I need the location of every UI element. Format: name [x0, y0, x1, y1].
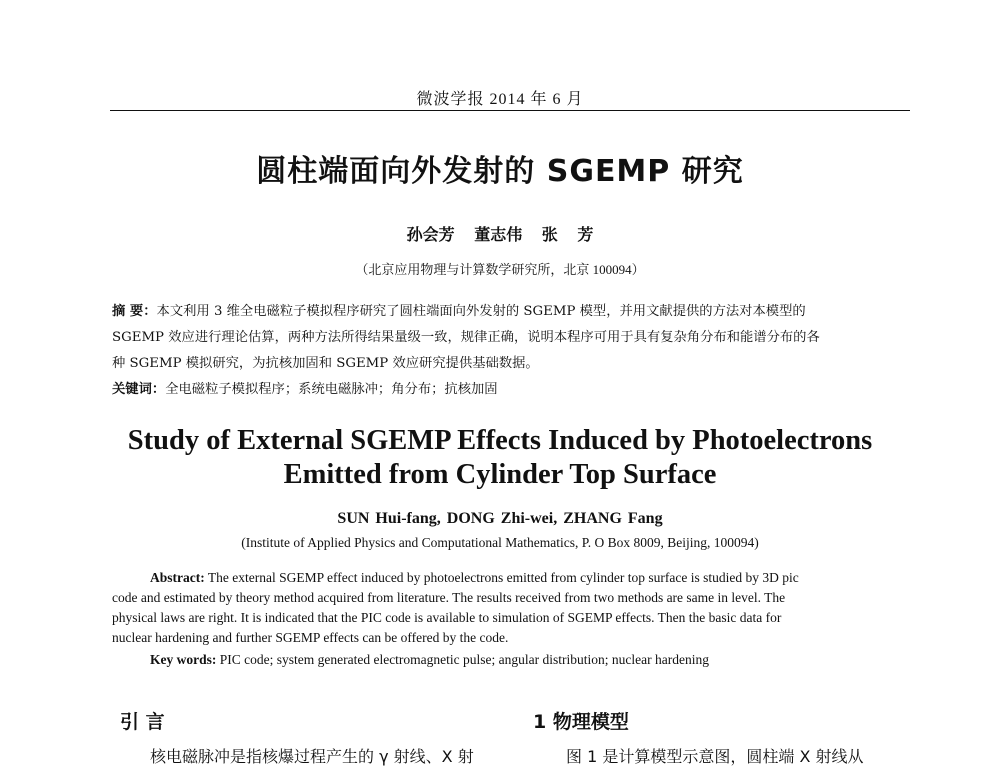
- abstract-en-label: Abstract:: [150, 570, 205, 585]
- authors-cn: 孙会芳 董志伟 张 芳: [406, 225, 594, 244]
- authors-en: SUN Hui-fang, DONG Zhi-wei, ZHANG Fang: [337, 510, 663, 527]
- keywords-en: [150, 652, 709, 668]
- abstract-en-line: [150, 570, 799, 586]
- title-en-line: Emitted from Cylinder Top Surface: [283, 459, 717, 490]
- section-heading-intro: 引 言: [120, 711, 165, 733]
- abstract-en-line: physical laws are right. It is indicated that the PIC code is available to simulation of SGEMP effects. Then the basic data for: [112, 610, 782, 625]
- section-heading-model: 1 物理模型: [533, 711, 629, 733]
- abstract-cn-line: [112, 300, 806, 319]
- abstract-en-text: The external SGEMP effect induced by photoelectrons emitted from cylinder top surface is studied by 3D pic: [207, 570, 799, 585]
- abstract-cn-text: 本文利用 3 维全电磁粒子模拟程序研究了圆柱端面向外发射的 SGEMP 模型，并用文献提供的方法对本模型的: [156, 304, 806, 319]
- header-rule: [110, 110, 910, 111]
- keywords-cn-label: 关键词：: [112, 382, 166, 397]
- title-en-line: Study of External SGEMP Effects Induced by Photoelectrons: [127, 425, 873, 456]
- body-text-left: 核电磁脉冲是指核爆过程产生的 γ 射线、X 射: [150, 747, 474, 766]
- running-header: 微波学报 2014 年 6 月: [416, 91, 584, 108]
- abstract-cn-line: SGEMP 效应进行理论估算，两种方法所得结果量级一致，规律正确，说明本程序可用于具有复杂角分布和能谱分布的各: [112, 330, 820, 345]
- abstract-cn-label: 摘 要：: [112, 304, 157, 319]
- title-cn: 圆柱端面向外发射的 SGEMP 研究: [256, 154, 744, 189]
- keywords-cn-text: 全电磁粒子模拟程序；系统电磁脉冲；角分布；抗核加固: [165, 382, 498, 397]
- abstract-en-line: code and estimated by theory method acquired from literature. The results received from two methods are same in level. The: [112, 590, 786, 605]
- title-en: [0, 424, 1000, 492]
- affiliation-en: (Institute of Applied Physics and Computational Mathematics, P. O Box 8009, Beijing, 100094): [241, 535, 759, 550]
- abstract-cn-line: 种 SGEMP 模拟研究，为抗核加固和 SGEMP 效应研究提供基础数据。: [112, 356, 539, 371]
- keywords-en-label: Key words:: [150, 652, 217, 667]
- keywords-cn: [112, 378, 498, 397]
- affiliation-cn: （北京应用物理与计算数学研究所，北京 100094）: [355, 262, 645, 277]
- abstract-en-line: nuclear hardening and further SGEMP effects can be offered by the code.: [112, 630, 509, 645]
- body-text-right: 图 1 是计算模型示意图，圆柱端 X 射线从: [566, 747, 864, 766]
- keywords-en-text: PIC code; system generated electromagnetic pulse; angular distribution; nuclear hardening: [219, 652, 709, 667]
